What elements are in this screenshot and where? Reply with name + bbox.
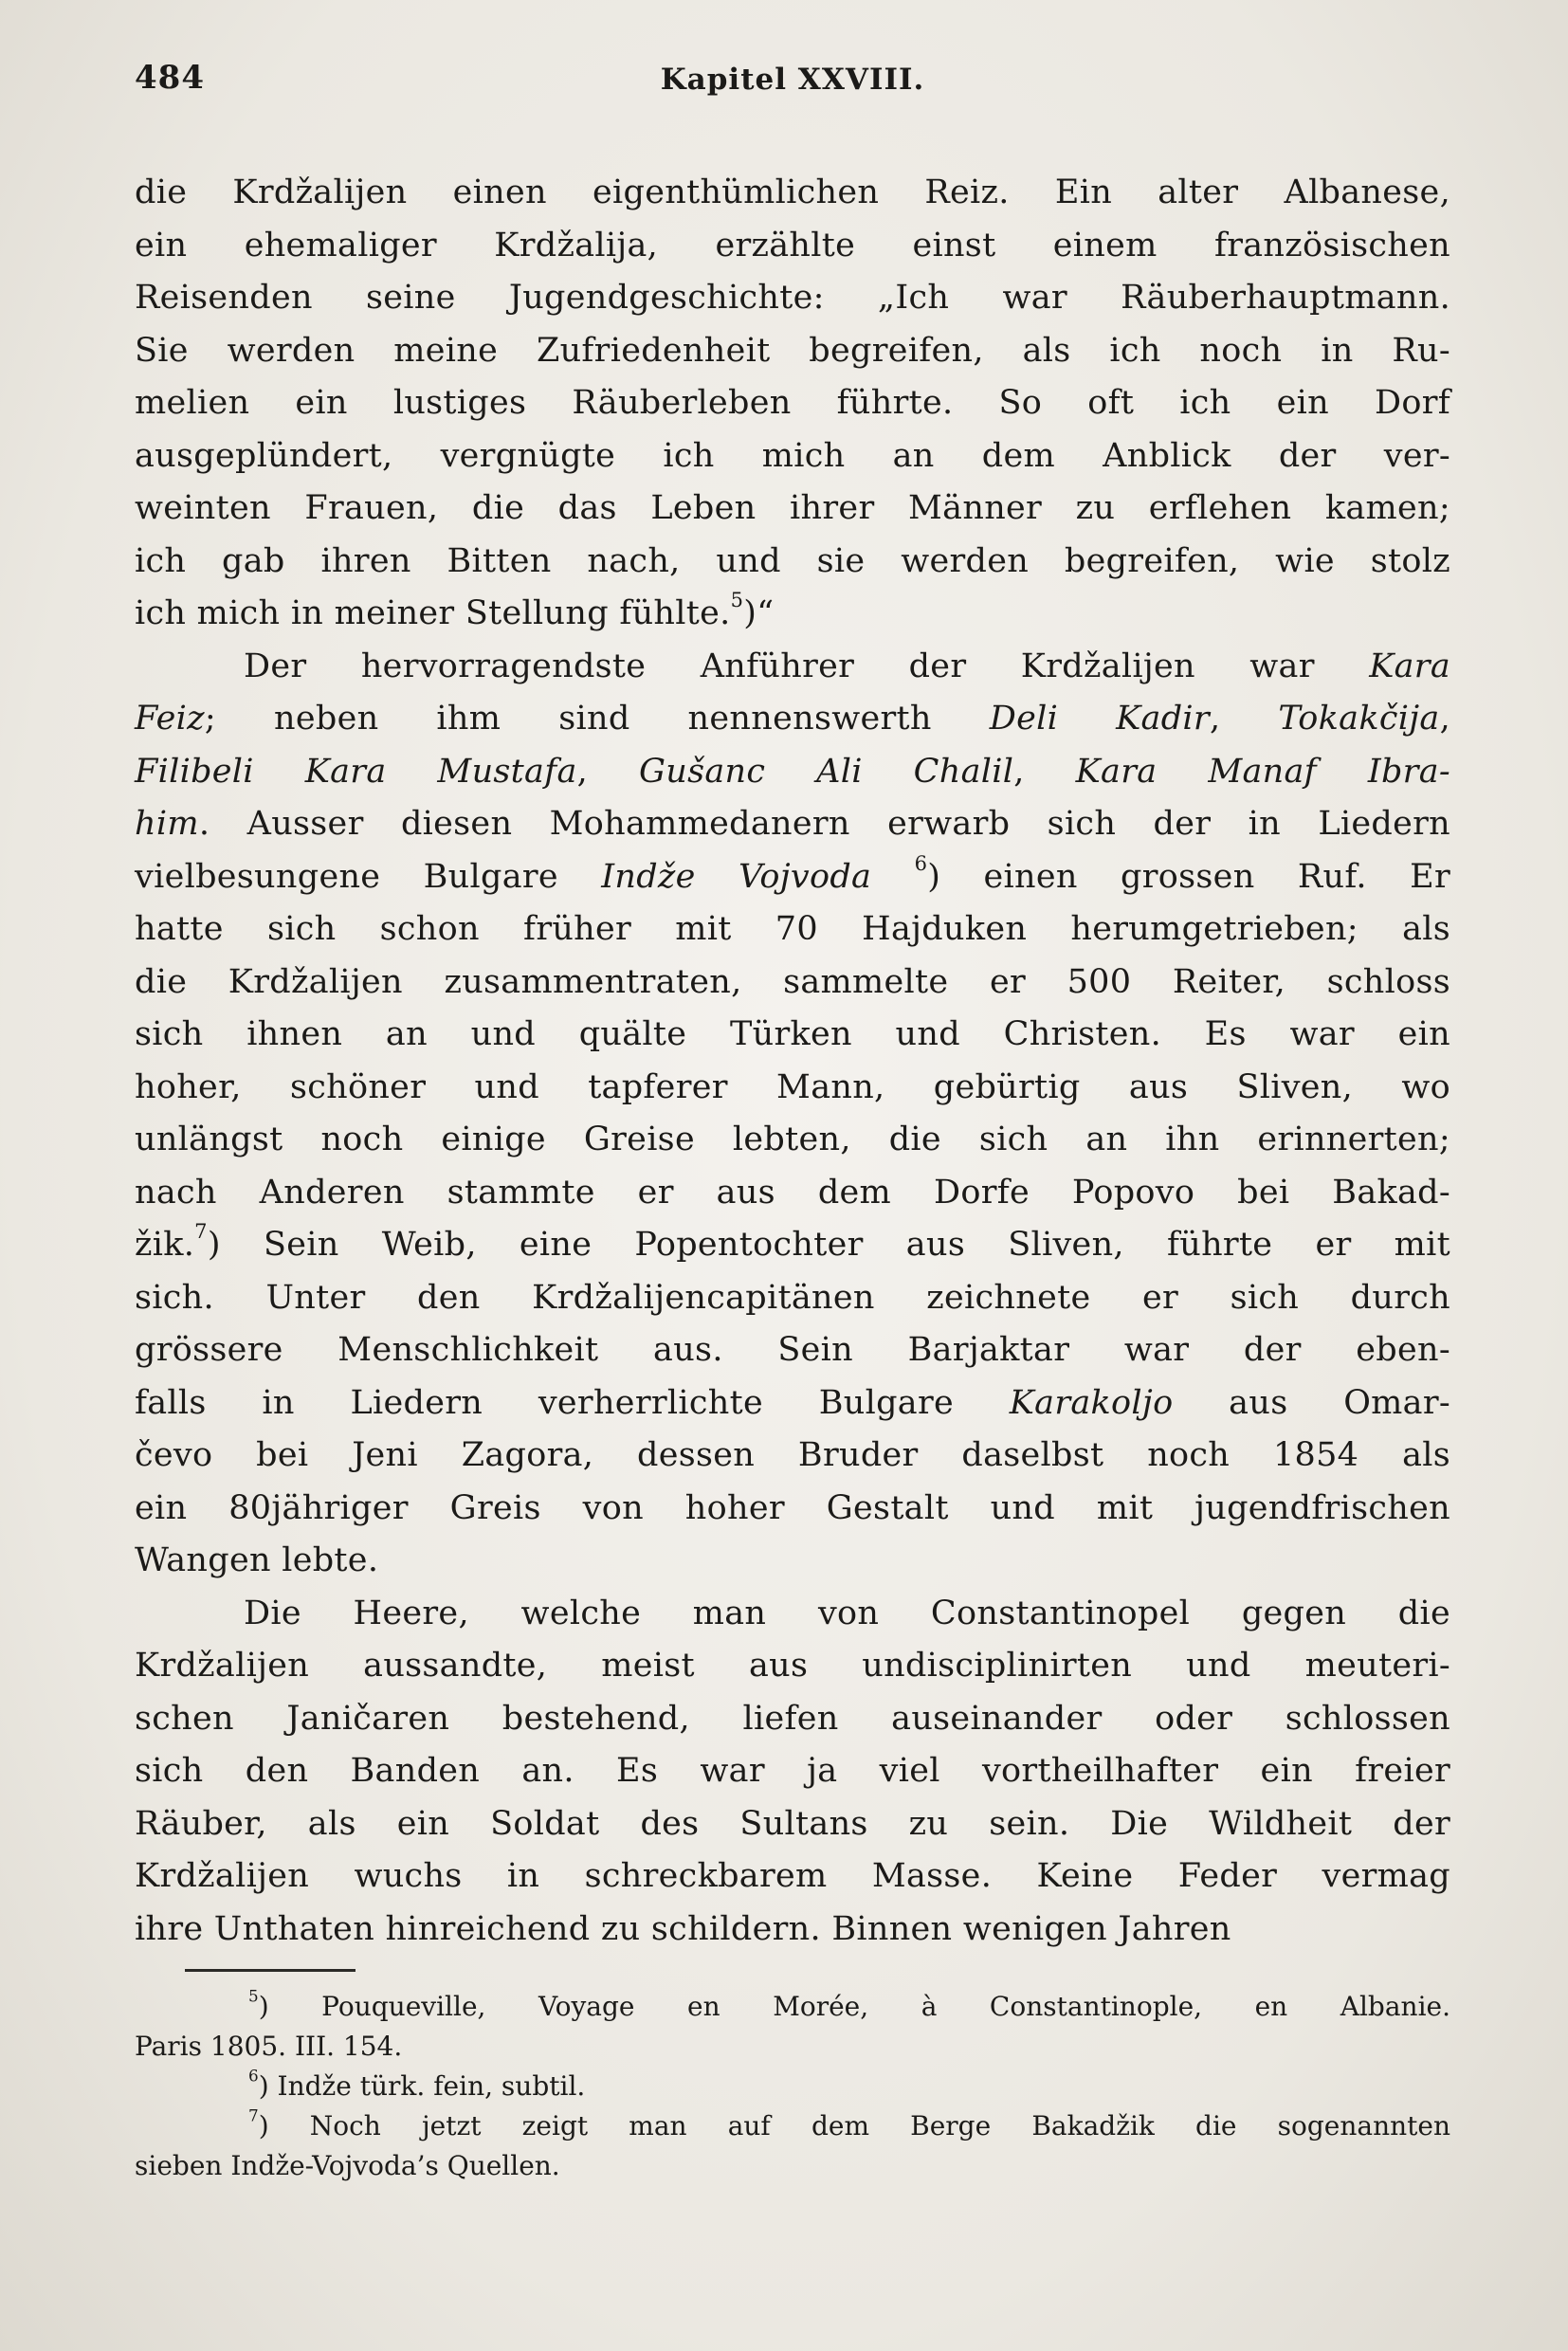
text-run: Krdžalijen aussandte, meist aus undisciplinirten und meuteri- bbox=[135, 1647, 1450, 1685]
text-run: grössere Menschlichkeit aus. Sein Barjaktar war der eben- bbox=[135, 1331, 1450, 1369]
text-line bbox=[135, 1219, 1450, 1272]
footnotes bbox=[135, 1987, 1450, 2186]
body-text bbox=[135, 167, 1450, 1956]
footnote-marker: 7 bbox=[194, 1220, 208, 1244]
text-line bbox=[135, 1483, 1450, 1536]
text-run: . Ausser diesen Mohammedanern erwarb sich der in Liedern bbox=[198, 805, 1450, 843]
paragraph bbox=[135, 167, 1450, 641]
text-line bbox=[135, 1745, 1450, 1798]
footnote-marker: 5 bbox=[248, 1986, 259, 2006]
text-run: ; neben ihm sind nennenswerth bbox=[204, 700, 990, 738]
text-line bbox=[135, 430, 1450, 483]
text-run: die Krdžalijen zusammentraten, sammelte er 500 Reiter, schloss bbox=[135, 962, 1450, 1001]
text-run: ) Indže türk. fein, subtil. bbox=[258, 2070, 586, 2102]
italic-text: him bbox=[135, 805, 199, 843]
text-run: vielbesungene Bulgare bbox=[135, 857, 602, 896]
text-run: Wangen lebte. bbox=[135, 1541, 379, 1579]
italic-text: Filibeli Kara Mustafa bbox=[135, 752, 577, 791]
text-line bbox=[135, 1640, 1450, 1693]
text-run: Der hervorragendste Anführer der Krdžalijen war bbox=[244, 647, 1370, 685]
text-line bbox=[135, 377, 1450, 430]
text-line bbox=[135, 746, 1450, 799]
footnote-line bbox=[135, 2067, 1450, 2106]
italic-text: Indže Vojvoda bbox=[601, 857, 872, 896]
text-run bbox=[871, 858, 914, 896]
text-run: die Krdžalijen einen eigenthümlichen Reiz. Ein alter Albanese, bbox=[135, 173, 1450, 211]
text-line bbox=[135, 325, 1450, 378]
text-line bbox=[135, 1324, 1450, 1377]
text-run: hatte sich schon früher mit 70 Hajduken herumgetrieben; als bbox=[135, 910, 1450, 948]
text-run: weinten Frauen, die das Leben ihrer Männer zu erflehen kamen; bbox=[135, 489, 1450, 527]
text-run: žik. bbox=[135, 1226, 195, 1264]
text-line bbox=[135, 1535, 1450, 1588]
text-run: falls in Liedern verherrlichte Bulgare bbox=[135, 1383, 1010, 1422]
text-run: ich mich in meiner Stellung fühlte. bbox=[135, 594, 731, 632]
footnote-marker: 5 bbox=[730, 589, 744, 612]
text-run: čevo bei Jeni Zagora, dessen Bruder daselbst noch 1854 als bbox=[135, 1436, 1450, 1474]
text-line bbox=[135, 483, 1450, 536]
text-run: ) Noch jetzt zeigt man auf dem Berge Bakadžik die sogenannten bbox=[258, 2110, 1450, 2141]
text-line bbox=[135, 798, 1450, 851]
text-line bbox=[135, 1430, 1450, 1483]
running-head: Kapitel XXVIII. bbox=[660, 63, 925, 97]
text-run: , bbox=[1439, 700, 1451, 738]
text-run: ich gab ihren Bitten nach, und sie werden begreifen, wie stolz bbox=[135, 541, 1450, 580]
text-run: aus Omar- bbox=[1173, 1383, 1450, 1422]
italic-text: Gušanc Ali Chalil bbox=[638, 752, 1014, 791]
text-run: Räuber, als ein Soldat des Sultans zu sein. Die Wildheit der bbox=[135, 1804, 1450, 1843]
text-line bbox=[135, 220, 1450, 273]
text-run: ) einen grossen Ruf. Er bbox=[927, 857, 1451, 896]
page-number: 484 bbox=[135, 59, 205, 97]
text-run: melien ein lustiges Räuberleben führte. So oft ich ein Dorf bbox=[135, 384, 1450, 422]
text-run: schen Janičaren bestehend, liefen auseinander oder schlossen bbox=[135, 1699, 1450, 1738]
text-line bbox=[135, 1798, 1450, 1851]
text-run: ) Pouqueville, Voyage en Morée, à Constantinople, en Albanie. bbox=[258, 1991, 1450, 2022]
paragraph bbox=[135, 641, 1450, 1588]
text-line bbox=[135, 1693, 1450, 1746]
text-line bbox=[135, 1062, 1450, 1115]
text-run: nach Anderen stammte er aus dem Dorfe Popovo bei Bakad- bbox=[135, 1173, 1450, 1212]
text-line bbox=[135, 1114, 1450, 1167]
italic-text: Feiz bbox=[135, 700, 205, 738]
footnote-marker: 6 bbox=[914, 851, 928, 875]
text-run: , bbox=[1209, 700, 1279, 738]
text-run: sich ihnen an und quälte Türken und Christen. Es war ein bbox=[135, 1015, 1450, 1053]
text-line bbox=[135, 1377, 1450, 1431]
text-run: ein 80jähriger Greis von hoher Gestalt und mit jugendfrischen bbox=[135, 1488, 1450, 1527]
text-run: Sie werden meine Zufriedenheit begreifen, als ich noch in Ru- bbox=[135, 331, 1450, 370]
paragraph bbox=[135, 1588, 1450, 1957]
text-run: unlängst noch einige Greise lebten, die sich an ihn erinnerten; bbox=[135, 1121, 1450, 1158]
text-run: Die Heere, welche man von Constantinopel gegen die bbox=[244, 1594, 1450, 1632]
footnote-marker: 7 bbox=[248, 2105, 259, 2125]
text-line bbox=[135, 1167, 1450, 1220]
text-run: sieben Indže-Vojvoda’s Quellen. bbox=[135, 2150, 560, 2181]
text-line bbox=[135, 1850, 1450, 1904]
italic-text: Deli Kadir bbox=[989, 700, 1210, 738]
footnote bbox=[135, 2106, 1450, 2186]
text-line bbox=[135, 851, 1450, 904]
footnote bbox=[135, 2067, 1450, 2106]
footnote bbox=[135, 1987, 1450, 2067]
text-run: Paris 1805. III. 154. bbox=[135, 2031, 403, 2062]
footnote-line bbox=[135, 2106, 1450, 2146]
footnote-line bbox=[135, 2146, 1450, 2186]
text-line bbox=[135, 588, 1450, 641]
italic-text: Tokakčija bbox=[1278, 700, 1440, 738]
text-line bbox=[135, 1904, 1450, 1957]
text-line bbox=[135, 903, 1450, 957]
text-run: , bbox=[1013, 752, 1076, 791]
italic-text: Karakoljo bbox=[1009, 1383, 1174, 1422]
page-header bbox=[135, 59, 1450, 116]
footnote-line bbox=[135, 1987, 1450, 2027]
text-run: sich den Banden an. Es war ja viel vortheilhafter ein freier bbox=[135, 1752, 1450, 1790]
text-line bbox=[135, 957, 1450, 1010]
text-run: ausgeplündert, vergnügte ich mich an dem Anblick der ver- bbox=[135, 436, 1450, 475]
text-run: ein ehemaliger Krdžalija, erzählte einst einem französischen bbox=[135, 226, 1450, 264]
italic-text: Kara bbox=[1369, 647, 1450, 685]
text-line bbox=[135, 693, 1450, 746]
text-run: sich. Unter den Krdžalijencapitänen zeichnete er sich durch bbox=[135, 1278, 1450, 1317]
text-run: ihre Unthaten hinreichend zu schildern. Binnen wenigen Jahren bbox=[135, 1909, 1231, 1948]
text-line bbox=[135, 1272, 1450, 1325]
text-line bbox=[135, 536, 1450, 589]
text-line bbox=[135, 272, 1450, 325]
text-run: ) Sein Weib, eine Popentochter aus Sliven, führte er mit bbox=[207, 1226, 1450, 1264]
text-run: )“ bbox=[743, 594, 775, 632]
text-line bbox=[135, 1588, 1450, 1641]
footnote-marker: 6 bbox=[248, 2066, 259, 2086]
text-run: hoher, schöner und tapferer Mann, gebürtig aus Sliven, wo bbox=[135, 1067, 1450, 1106]
italic-text: Kara Manaf Ibra- bbox=[1075, 752, 1450, 791]
text-run: Reisenden seine Jugendgeschichte: „Ich war Räuberhauptmann. bbox=[135, 279, 1450, 317]
footnote-rule bbox=[185, 1969, 356, 1972]
footnote-line bbox=[135, 2027, 1450, 2067]
text-line bbox=[135, 641, 1450, 694]
text-run: Krdžalijen wuchs in schreckbarem Masse. Keine Feder vermag bbox=[135, 1857, 1450, 1895]
text-line bbox=[135, 1009, 1450, 1062]
text-run: , bbox=[576, 752, 639, 791]
text-line bbox=[135, 167, 1450, 220]
